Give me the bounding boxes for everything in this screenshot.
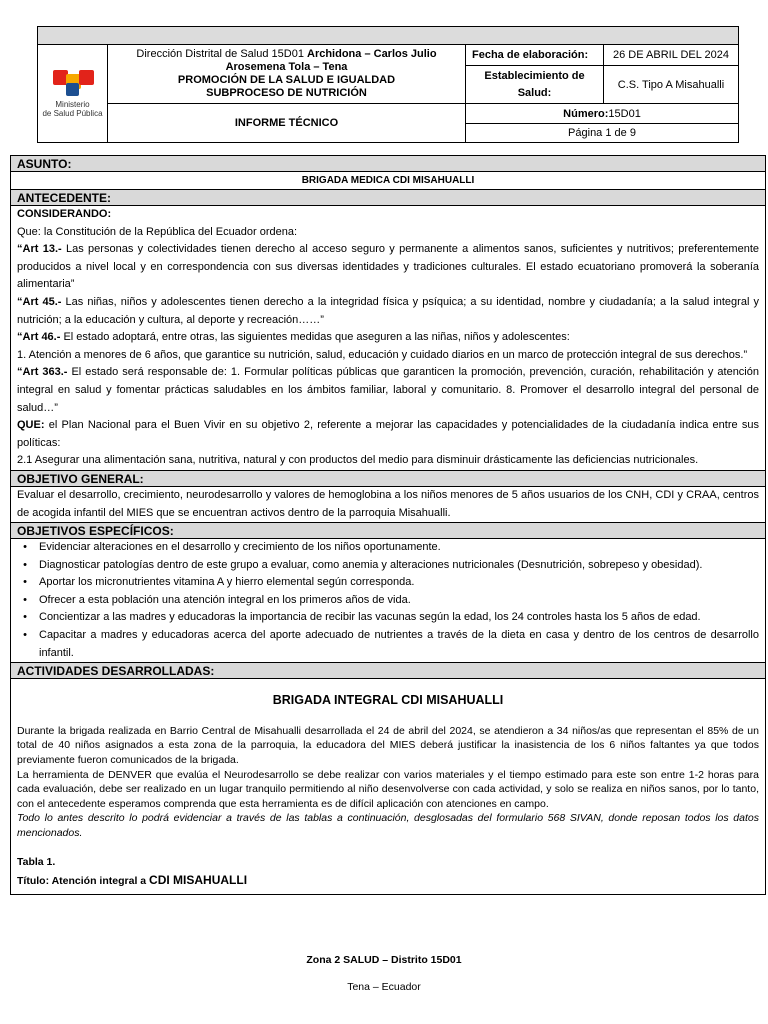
number-label: Número: [563,107,609,120]
objetivo-general-heading: OBJETIVO GENERAL: [11,471,765,487]
bullet-icon: • [23,576,27,589]
considerando-label: CONSIDERANDO: [17,208,112,220]
footer-zone: Zona 2 SALUD – Distrito 15D01 [306,954,462,966]
antecedente-content [11,206,765,471]
institution-line-1-b: Archidona – Carlos Julio [307,48,437,60]
art-46-item: 1. Atención a menores de 6 años, que garantice su nutrición, salud, educación y cuidado diarios en un marco de protección integral de sus derechos.” [17,348,748,361]
asunto-value: BRIGADA MEDICA CDI MISAHUALLI [11,172,765,190]
considerando [11,206,765,224]
msp-logo-icon [51,70,95,98]
objetivo-general-text: Evaluar el desarrollo, crecimiento, neurodesarrollo y valores de hemoglobina a los niños menores de 5 años usuarios de los CNH, CDI y CRAA, centros de acogida infantil del MIES que se encuentran activos dentro de la parroquia Misahualli. [17,488,759,519]
actividades-content [11,679,765,893]
list-item [11,557,759,575]
establishment-label-1: Establecimiento de [484,69,585,82]
bullet-icon: • [23,593,27,606]
art-363-label: “Art 363.- [17,366,68,379]
date-label: Fecha de elaboración: [466,45,604,66]
footer-city: Tena – Ecuador [347,981,421,993]
institution-line-1 [136,48,436,61]
art-45-text: Las niñas, niños y adolescentes tienen derecho a la integridad física y psíquica; a su identidad, nombre y ciudadanía; a la salud integral y nutrición; a la educación y cultura, al deporte y recreación……” [17,295,759,326]
list-item-text: Capacitar a madres y educadoras acerca del aporte adecuado de nutrientes a través de la dieta en casa y dentro de los centros de desarrollo infantil. [39,629,759,659]
que-text: el Plan Nacional para el Buen Vivir en su objetivo 2, referente a mejorar las capacidades y potencialidades de la ciudadanía indica entre sus políticas: [17,419,759,449]
report-type: INFORME TÉCNICO [108,104,466,142]
list-item-text: Concientizar a las madres y educadoras la importancia de recibir las vacunas según la edad, los 24 controles hasta los 5 años de edad. [39,611,701,624]
list-item-text: Evidenciar alteraciones en el desarrollo y crecimiento de los niños oportunamente. [39,541,441,554]
list-item [11,574,759,592]
table-title-name: CDI MISAHUALLI [149,872,248,887]
objetivos-especificos-heading: OBJETIVOS ESPECÍFICOS: [11,523,765,539]
list-item [11,609,759,627]
asunto-heading: ASUNTO: [11,156,765,172]
actividades-paragraph-1: Durante la brigada realizada en Barrio Central de Misahualli desarrollada el 24 de abril del 2024, se atendieron a 34 niños/as que representan el 85% de un total de 40 niños asignados a esta zona de la parroquia, la educadora del MIES deberá justificar la inasistencia de los 6 niños faltantes ya que todos previamente fueron comunicados de la brigada. [17,724,759,767]
institution-line-2: Arosemena Tola – Tena [225,61,348,73]
institution-line-3: PROMOCIÓN DE LA SALUD E IGUALDAD [177,74,396,86]
que-label: QUE: [17,419,45,432]
art-45 [11,294,765,329]
list-item [11,592,759,610]
bullet-icon: • [23,629,27,642]
list-item-text: Aportar los micronutrientes vitamina A y hierro elemental según corresponda. [39,576,415,589]
institution-line-1-a: Dirección Distrital de Salud 15D01 [136,48,307,60]
art-13-text: Las personas y colectividades tienen derecho al acceso seguro y permanente a alimentos sanos, suficientes y nutritivos; preferentemente producidos a nivel local y en correspondencia con sus diversas identidades y tradiciones culturales. El estado ecuatoriano promoverá la soberanía alimentaria” [17,243,759,291]
table-title [17,871,759,890]
list-item [11,539,759,557]
establishment-label-2: Salud: [517,86,552,99]
bullet-icon: • [23,541,27,554]
objetivo-general-content [11,487,765,523]
institution-name [108,45,466,104]
table-title-prefix: Título: Atención integral a [17,874,150,887]
table-caption [17,853,759,890]
establishment-value: C.S. Tipo A Misahualli [604,66,738,104]
actividades-paragraph-3 [17,811,759,840]
bullet-icon: • [23,558,27,571]
antecedente-heading: ANTECEDENTE: [11,190,765,206]
constitution-intro: Que: la Constitución de la República del Ecuador ordena: [17,225,298,238]
bullet-icon: • [23,611,27,624]
art-13-label: “Art 13.- [17,243,62,256]
item-2-1: 2.1 Asegurar una alimentación sana, nutritiva, natural y con productos del medio para disminuir drásticamente las deficiencias nutricionales. [17,454,699,467]
art-363 [11,364,765,417]
actividades-title: BRIGADA INTEGRAL CDI MISAHUALLI [272,693,504,708]
number-value: 15D01 [608,107,641,120]
document-header [37,26,739,143]
list-item [11,627,759,662]
header-grid [38,45,738,142]
report-body [10,155,766,895]
art-13 [11,241,765,294]
institution-line-4: SUBPROCESO DE NUTRICIÓN [206,87,367,99]
actividades-paragraph-2: La herramienta de DENVER que evalúa el Neurodesarrollo se debe realizar con varios materiales y el tiempo estimado para este son entre 1-2 horas para cada evaluación, debe ser realizado en un lugar tranquilo permitiendo al niño desenvolverse con cada actividad, y solo se realiza en niños sanos, por lo tanto, con el antecedente esperamos comprenda que esta herramienta es de difícil aplicación con atenciones en campo. [17,768,759,810]
objetivos-especificos-content [11,539,765,663]
art-46 [11,329,765,347]
art-363-text: El estado será responsable de: 1. Formular políticas públicas que garanticen la promoción, prevención, curación, rehabilitación y atención integral en salud y fomentar prácticas saludables en los ámbitos familiar, laboral y comunitario. 8. Promover el desarrollo integral del personal de salud…” [17,366,759,414]
art-45-label: “Art 45.- [17,295,62,308]
header-top-bar [38,27,738,45]
actividades-heading: ACTIVIDADES DESARROLLADAS: [11,663,765,679]
establishment-label [466,66,604,104]
logo-line-1: Ministerio [55,99,90,109]
actividades-paragraph-3-text: Todo lo antes descrito lo podrá evidenciar a través de las tablas a continuación, desglosadas del formulario 568 SIVAN, donde reposan todos los datos mencionados. [17,812,759,839]
que-clause [11,417,765,452]
table-label: Tabla 1. [17,855,56,868]
logo-text [42,100,102,118]
objetivos-list [11,539,765,662]
list-item-text: Ofrecer a esta población una atención integral en los primeros años de vida. [39,593,411,606]
logo-line-2: de Salud Pública [42,108,103,118]
document-number [466,104,738,124]
art-46-text: El estado adoptará, entre otras, las siguientes medidas que aseguren a las niñas, niños y adolescentes: [60,331,570,344]
list-item-text: Diagnosticar patologías dentro de este grupo a evaluar, como anemia y alteraciones nutricionales (Desnutrición, sobrepeso y obesidad). [39,558,703,571]
date-value: 26 DE ABRIL DEL 2024 [604,45,738,66]
msp-logo [38,45,108,142]
art-46-label: “Art 46.- [17,331,61,344]
page-indicator: Página 1 de 9 [568,127,636,139]
